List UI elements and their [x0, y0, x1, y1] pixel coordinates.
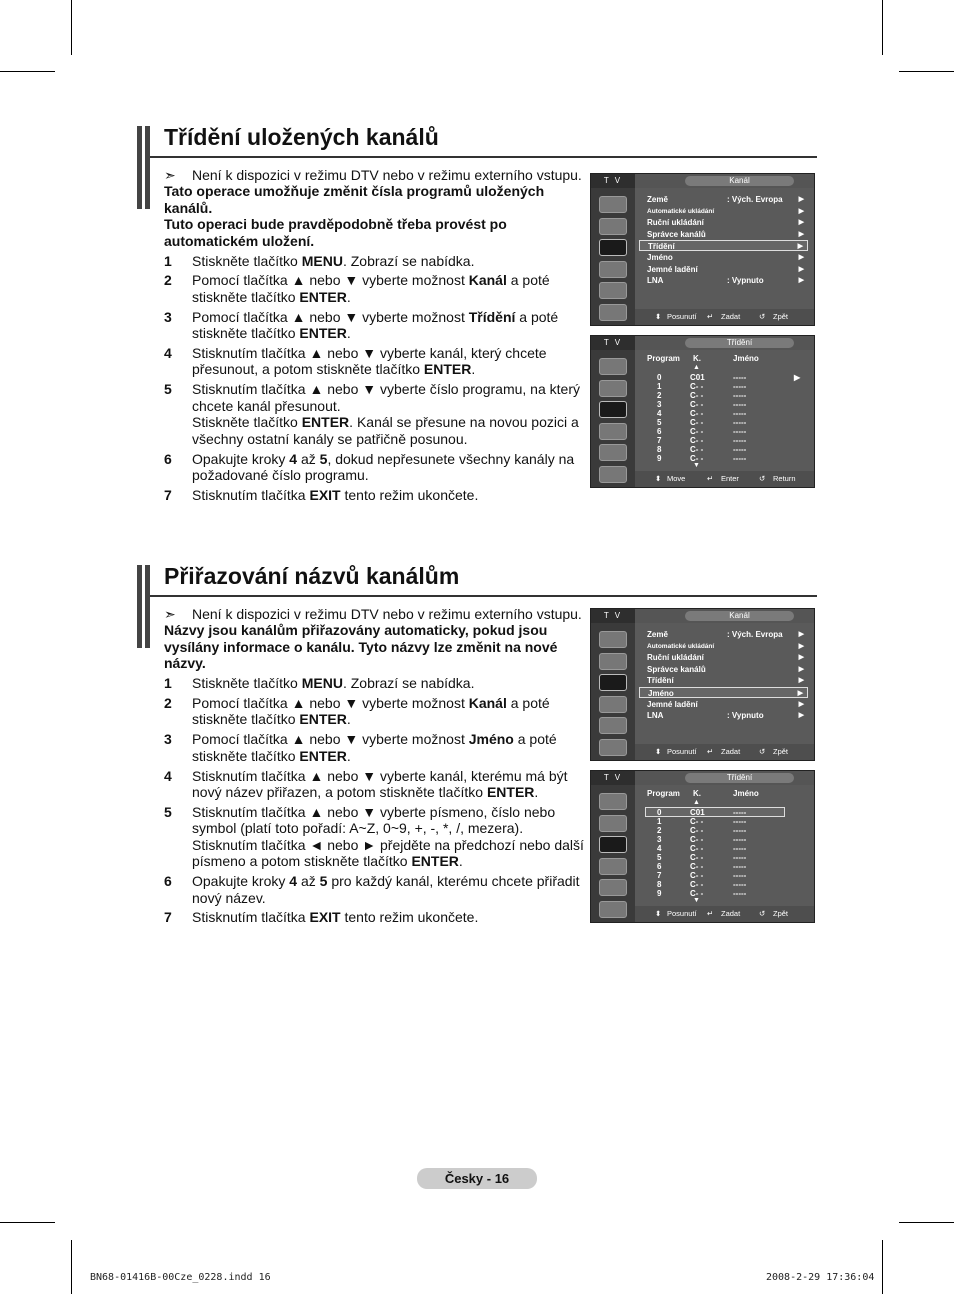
osd-menu-item — [639, 652, 808, 663]
osd-menu-label: Třídění — [648, 242, 675, 252]
section-title: Třídění uložených kanálů — [164, 124, 439, 150]
note-arrow-icon: ➣ — [164, 606, 176, 622]
crop-mark — [899, 71, 954, 72]
channel-number: C- - — [690, 880, 704, 889]
osd-menu-item — [639, 229, 808, 240]
return-hint: Zpět — [773, 312, 789, 321]
program-number: 1 — [657, 817, 662, 826]
step-number: 6 — [164, 450, 172, 467]
scroll-down-icon: ▼ — [693, 897, 700, 904]
return-hint: Zpět — [773, 909, 789, 918]
program-number: 4 — [657, 409, 662, 418]
channel-name: ----- — [733, 862, 747, 871]
crop-mark — [0, 71, 55, 72]
move-hint: Posunutí — [667, 747, 697, 756]
channel-name: ----- — [733, 853, 747, 862]
enter-hint: Zadat — [721, 747, 741, 756]
return-hint-icon: ↺ — [759, 909, 766, 918]
osd-tv-label: T V — [591, 609, 635, 623]
osd-channel-menu — [590, 608, 815, 761]
return-hint: Zpět — [773, 747, 789, 756]
osd-menu-item — [639, 194, 808, 205]
sound-icon — [599, 380, 627, 397]
channel-name: ----- — [733, 391, 747, 400]
channel-number: C- - — [690, 445, 704, 454]
channel-name: ----- — [733, 373, 747, 382]
crop-mark — [882, 0, 883, 55]
channel-number: C- - — [690, 862, 704, 871]
channel-number: C01 — [690, 808, 705, 817]
input-icon — [599, 879, 627, 896]
step-number: 3 — [164, 308, 172, 325]
col-k: K. — [693, 354, 701, 363]
program-number: 0 — [657, 808, 662, 817]
enter-hint-icon: ↵ — [707, 312, 714, 321]
sound-icon — [599, 218, 627, 235]
osd-menu-label: Ruční ukládání — [647, 218, 704, 228]
enter-hint: Enter — [721, 474, 739, 483]
step-text: Stiskněte tlačítko MENU. Zobrazí se nabídka. — [192, 252, 475, 269]
program-number: 8 — [657, 445, 662, 454]
move-hint: Move — [667, 474, 686, 483]
osd-menu-value: : Vypnuto — [727, 276, 764, 286]
enter-hint: Zadat — [721, 909, 741, 918]
osd-title: Třídění — [685, 338, 794, 348]
osd-header — [635, 609, 814, 623]
osd-name-list — [590, 770, 815, 923]
step-text: Stisknutím tlačítka ▲ nebo ▼ vyberte číslo programu, na který chcete kanál přesunout. Stiskněte tlačítko ENTER. Kanál se přesune na novou pozici a všechny ostatní kanály se patřičně posunou. — [192, 381, 580, 447]
move-hint: Posunutí — [667, 909, 697, 918]
crop-mark — [71, 1240, 72, 1294]
osd-footer — [635, 906, 814, 922]
channel-name: ----- — [733, 817, 747, 826]
channel-icon — [599, 674, 627, 691]
section-marker — [145, 565, 150, 648]
scroll-up-icon: ▲ — [693, 799, 700, 806]
print-date: 2008-2-29 17:36:04 — [766, 1272, 875, 1283]
input-icon — [599, 282, 627, 299]
step-text: Pomocí tlačítka ▲ nebo ▼ vyberte možnost Jméno a poté stiskněte tlačítko ENTER. — [192, 731, 557, 764]
step-number: 2 — [164, 272, 172, 289]
channel-icon — [599, 836, 627, 853]
osd-menu-item — [639, 641, 808, 652]
channel-name: ----- — [733, 409, 747, 418]
step — [164, 695, 584, 728]
step-number: 4 — [164, 345, 172, 362]
channel-number: C- - — [690, 454, 704, 463]
step — [164, 345, 584, 378]
step-number: 2 — [164, 695, 172, 712]
channel-name: ----- — [733, 427, 747, 436]
setup-icon — [599, 696, 627, 713]
crop-mark — [0, 1222, 55, 1223]
file-name: BN68-01416B-00Cze_0228.indd 16 — [90, 1272, 271, 1283]
step — [164, 731, 584, 764]
osd-icon-column — [591, 350, 635, 487]
osd-icon-column — [591, 623, 635, 760]
osd-tv-label: T V — [591, 771, 635, 785]
channel-number: C- - — [690, 871, 704, 880]
step — [164, 675, 584, 691]
osd-menu-value: : Vypnuto — [727, 711, 764, 721]
sound-icon — [599, 653, 627, 670]
step-text: Opakujte kroky 4 až 5, dokud nepřesunete všechny kanály na požadované číslo programu. — [192, 450, 575, 483]
channel-number: C- - — [690, 826, 704, 835]
picture-icon — [599, 631, 627, 648]
step — [164, 487, 584, 503]
osd-menu-item — [639, 629, 808, 640]
submenu-arrow-icon: ▶ — [798, 654, 804, 662]
osd-icon-column — [591, 785, 635, 922]
setup-icon — [599, 261, 627, 278]
move-hint-icon: ⬍ — [655, 747, 662, 756]
col-k: K. — [693, 789, 701, 798]
intro-text: Tuto operaci bude pravděpodobně třeba provést po automatickém uložení. — [164, 216, 507, 249]
osd-menu-item — [639, 675, 808, 686]
program-number: 0 — [657, 373, 662, 382]
input-icon — [599, 444, 627, 461]
col-name: Jméno — [733, 789, 759, 798]
picture-icon — [599, 358, 627, 375]
step-text: Stisknutím tlačítka EXIT tento režim ukončete. — [192, 909, 479, 926]
osd-menu-label: Jméno — [647, 253, 673, 262]
osd-menu-item — [639, 699, 808, 710]
osd-tv-label: T V — [591, 174, 635, 188]
digital-icon — [599, 466, 627, 483]
program-number: 9 — [657, 889, 662, 898]
osd-sort-list — [590, 335, 815, 488]
step-text: Stisknutím tlačítka ▲ nebo ▼ vyberte písmeno, číslo nebo symbol (platí toto pořadí: A~Z, 0~9, +, -, *, /, mezera). Stisknutím tlačítka ◄ nebo ► přejděte na předchozí nebo další písmeno a potom stiskněte tlačítko ENTER. — [192, 803, 584, 870]
note: ➣ Není k dispozici v režimu DTV nebo v režimu externího vstupu. — [164, 606, 582, 622]
step-number: 7 — [164, 486, 172, 503]
step-text: Opakujte kroky 4 až 5 pro každý kanál, kterému chcete přiřadit nový název. — [192, 873, 580, 906]
osd-title: Kanál — [685, 611, 794, 621]
submenu-arrow-icon: ▶ — [798, 700, 804, 708]
osd-icon-column — [591, 188, 635, 325]
osd-menu-item — [639, 206, 808, 217]
step — [164, 309, 584, 342]
submenu-arrow-icon: ▶ — [798, 254, 804, 261]
submenu-arrow-icon: ▶ — [798, 677, 804, 685]
crop-mark — [899, 1222, 954, 1223]
submenu-arrow-icon: ▶ — [798, 196, 804, 203]
program-number: 6 — [657, 427, 662, 436]
step — [164, 381, 584, 447]
channel-name: ----- — [733, 889, 747, 898]
program-number: 5 — [657, 853, 662, 862]
picture-icon — [599, 196, 627, 213]
osd-menu-item — [639, 217, 808, 228]
section-rule — [150, 595, 817, 597]
move-hint-icon: ⬍ — [655, 474, 662, 483]
program-number: 7 — [657, 871, 662, 880]
section-marker — [137, 565, 142, 648]
osd-header — [635, 174, 814, 188]
osd-menu-label: Automatické ukládání — [647, 207, 715, 215]
col-program: Program — [647, 789, 680, 798]
return-hint-icon: ↺ — [759, 747, 766, 756]
steps-list — [164, 253, 584, 504]
channel-number: C- - — [690, 418, 704, 427]
setup-icon — [599, 423, 627, 440]
submenu-arrow-icon: ▶ — [798, 631, 804, 638]
step-number: 3 — [164, 731, 172, 748]
channel-number: C- - — [690, 409, 704, 418]
program-number: 2 — [657, 826, 662, 835]
osd-menu-label: Jemné ladění — [647, 264, 698, 274]
osd-title: Kanál — [685, 176, 794, 186]
channel-icon — [599, 401, 627, 418]
program-number: 9 — [657, 454, 662, 463]
osd-tv-label: T V — [591, 336, 635, 350]
page-number: Česky - 16 — [417, 1168, 537, 1189]
step-number: 4 — [164, 767, 172, 784]
submenu-arrow-icon: ▶ — [798, 642, 804, 650]
channel-name: ----- — [733, 871, 747, 880]
submenu-arrow-icon: ▶ — [798, 712, 804, 720]
input-icon — [599, 717, 627, 734]
sound-icon — [599, 815, 627, 832]
osd-footer — [635, 309, 814, 325]
submenu-arrow-icon: ▶ — [798, 219, 804, 227]
channel-number: C- - — [690, 391, 704, 400]
submenu-arrow-icon: ▶ — [798, 230, 804, 238]
step-number: 5 — [164, 381, 172, 398]
osd-channel-menu — [590, 173, 815, 326]
osd-menu-item — [639, 252, 808, 263]
scroll-up-icon: ▲ — [693, 364, 700, 371]
program-number: 5 — [657, 418, 662, 427]
crop-mark — [71, 0, 72, 55]
osd-menu-label: Správce kanálů — [647, 664, 706, 674]
selection-arrow-icon: ▶ — [794, 373, 801, 382]
col-program: Program — [647, 354, 680, 363]
section-marker — [137, 126, 142, 209]
program-number: 6 — [657, 862, 662, 871]
program-number: 1 — [657, 382, 662, 391]
osd-footer — [635, 744, 814, 760]
enter-hint: Zadat — [721, 312, 741, 321]
step — [164, 909, 584, 925]
osd-menu-label: Ruční ukládání — [647, 653, 704, 663]
channel-number: C- - — [690, 844, 704, 853]
program-number: 3 — [657, 835, 662, 844]
osd-menu-item — [639, 687, 808, 698]
col-name: Jméno — [733, 354, 759, 363]
osd-menu-value: : Vých. Evropa — [727, 195, 783, 204]
channel-number: C- - — [690, 889, 704, 898]
submenu-arrow-icon: ▶ — [797, 243, 803, 251]
program-number: 4 — [657, 844, 662, 853]
osd-menu-item — [639, 710, 808, 721]
steps-list — [164, 675, 584, 926]
channel-name: ----- — [733, 454, 747, 463]
return-hint: Return — [773, 474, 796, 483]
note: ➣ Není k dispozici v režimu DTV nebo v režimu externího vstupu. — [164, 167, 582, 183]
channel-name: ----- — [733, 445, 747, 454]
intro-text: Tato operace umožňuje změnit čísla programů uložených kanálů. — [164, 183, 545, 216]
step — [164, 253, 584, 269]
scroll-down-icon: ▼ — [693, 462, 700, 469]
submenu-arrow-icon: ▶ — [798, 207, 804, 215]
channel-name: ----- — [733, 835, 747, 844]
channel-icon — [599, 239, 627, 256]
step-text: Stisknutím tlačítka EXIT tento režim ukončete. — [192, 486, 479, 503]
step-number: 1 — [164, 252, 172, 269]
digital-icon — [599, 304, 627, 321]
intro-text: Názvy jsou kanálům přiřazovány automaticky, pokud jsou vysílány informace o kanálu. Tyto názvy lze změnit na nové názvy. — [164, 622, 558, 672]
setup-icon — [599, 858, 627, 875]
selected-row — [645, 807, 785, 817]
osd-menu-item — [639, 664, 808, 675]
step-text: Stiskněte tlačítko MENU. Zobrazí se nabídka. — [192, 675, 475, 692]
move-hint: Posunutí — [667, 312, 697, 321]
osd-menu-label: Jméno — [648, 689, 674, 698]
program-number: 2 — [657, 391, 662, 400]
digital-icon — [599, 739, 627, 756]
step-number: 1 — [164, 675, 172, 692]
channel-name: ----- — [733, 826, 747, 835]
enter-hint-icon: ↵ — [707, 909, 714, 918]
osd-footer — [635, 471, 814, 487]
section-marker — [145, 126, 150, 209]
move-hint-icon: ⬍ — [655, 909, 662, 918]
section-body — [164, 167, 584, 503]
step-text: Stisknutím tlačítka ▲ nebo ▼ vyberte kanál, který chcete přesunout, a potom stiskněte tlačítko ENTER. — [192, 345, 547, 378]
osd-header — [635, 336, 814, 350]
step — [164, 451, 584, 484]
enter-hint-icon: ↵ — [707, 747, 714, 756]
submenu-arrow-icon: ▶ — [798, 277, 804, 285]
return-hint-icon: ↺ — [759, 474, 766, 483]
section-title: Přiřazování názvů kanálům — [164, 563, 460, 589]
osd-menu-item — [639, 264, 808, 275]
enter-hint-icon: ↵ — [707, 474, 714, 483]
picture-icon — [599, 793, 627, 810]
osd-menu-label: Správce kanálů — [647, 229, 706, 239]
channel-name: ----- — [733, 880, 747, 889]
step — [164, 873, 584, 906]
channel-number: C- - — [690, 436, 704, 445]
digital-icon — [599, 901, 627, 918]
channel-number: C- - — [690, 817, 704, 826]
step-number: 7 — [164, 909, 172, 926]
channel-number: C- - — [690, 835, 704, 844]
section-body — [164, 606, 584, 926]
channel-name: ----- — [733, 808, 747, 817]
step — [164, 272, 584, 305]
channel-name: ----- — [733, 436, 747, 445]
osd-menu-item — [639, 240, 808, 251]
channel-number: C- - — [690, 853, 704, 862]
osd-menu-label: Automatické ukládání — [647, 642, 715, 650]
osd-header — [635, 771, 814, 785]
submenu-arrow-icon: ▶ — [797, 690, 803, 697]
channel-number: C- - — [690, 400, 704, 409]
osd-menu-label: LNA — [647, 711, 664, 721]
osd-menu-label: Třídění — [647, 676, 674, 686]
channel-name: ----- — [733, 382, 747, 391]
step — [164, 804, 584, 870]
step-text: Pomocí tlačítka ▲ nebo ▼ vyberte možnost Kanál a poté stiskněte tlačítko ENTER. — [192, 695, 550, 728]
osd-menu-label: LNA — [647, 276, 664, 286]
move-hint-icon: ⬍ — [655, 312, 662, 321]
channel-number: C01 — [690, 373, 705, 382]
step-number: 6 — [164, 873, 172, 890]
channel-name: ----- — [733, 418, 747, 427]
osd-menu-value: : Vých. Evropa — [727, 630, 783, 639]
return-hint-icon: ↺ — [759, 312, 766, 321]
osd-menu-label: Země — [647, 195, 668, 204]
section-rule — [150, 156, 817, 158]
step-text: Stisknutím tlačítka ▲ nebo ▼ vyberte kanál, kterému má být nový název přiřazen, a potom stiskněte tlačítko ENTER. — [192, 767, 568, 801]
channel-name: ----- — [733, 844, 747, 853]
step-text: Pomocí tlačítka ▲ nebo ▼ vyberte možnost Kanál a poté stiskněte tlačítko ENTER. — [192, 272, 550, 305]
step-text: Pomocí tlačítka ▲ nebo ▼ vyberte možnost Třídění a poté stiskněte tlačítko ENTER. — [192, 308, 559, 342]
note-arrow-icon: ➣ — [164, 167, 176, 183]
osd-menu-item — [639, 275, 808, 286]
channel-number: C- - — [690, 427, 704, 436]
osd-menu-label: Jemné ladění — [647, 699, 698, 709]
program-number: 3 — [657, 400, 662, 409]
submenu-arrow-icon: ▶ — [798, 265, 804, 273]
step — [164, 768, 584, 801]
program-number: 7 — [657, 436, 662, 445]
channel-name: ----- — [733, 400, 747, 409]
program-number: 8 — [657, 880, 662, 889]
submenu-arrow-icon: ▶ — [798, 665, 804, 673]
step-number: 5 — [164, 803, 172, 820]
channel-number: C- - — [690, 382, 704, 391]
crop-mark — [882, 1240, 883, 1294]
osd-title: Třídění — [685, 773, 794, 783]
osd-menu-label: Země — [647, 630, 668, 639]
